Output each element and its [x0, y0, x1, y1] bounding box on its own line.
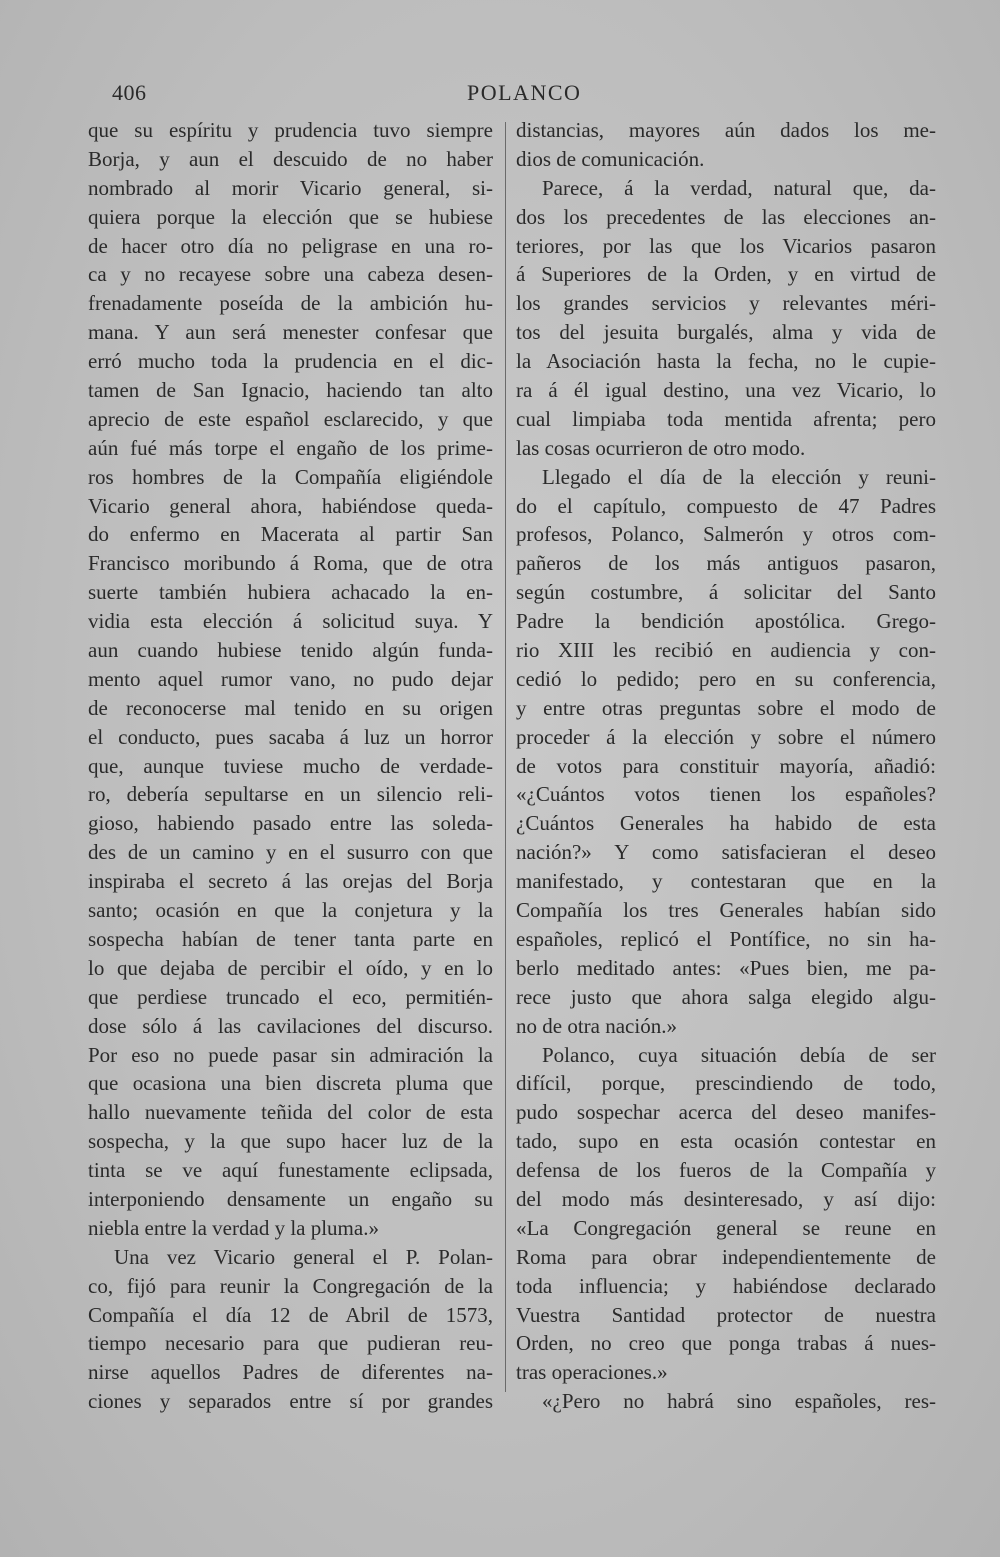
- text-line: hallo nuevamente teñida del color de esta: [88, 1100, 493, 1125]
- text-line: des de un camino y en el susurro con que: [88, 840, 493, 865]
- text-line: inspiraba el secreto á las orejas del Borja: [88, 869, 493, 894]
- text-line: dos los precedentes de las elecciones an-: [516, 204, 936, 229]
- text-line: do enfermo en Macerata al partir San: [88, 522, 493, 547]
- text-line: dose sólo á las cavilaciones del discurso.: [88, 1013, 493, 1038]
- text-line: pañeros de los más antiguos pasaron,: [516, 551, 936, 576]
- text-line: Vuestra Santidad protector de nuestra: [516, 1302, 936, 1327]
- text-line: mana. Y aun será menester confesar que: [88, 320, 493, 345]
- text-line: Compañía los tres Generales habían sido: [516, 898, 936, 923]
- text-line: las cosas ocurrieron de otro modo.: [516, 435, 806, 460]
- running-title: POLANCO: [467, 80, 582, 105]
- text-line: vidia esta elección á solicitud suya. Y: [88, 609, 493, 634]
- text-line: dios de comunicación.: [516, 146, 705, 171]
- text-line: aun cuando hubiese tenido algún funda-: [88, 638, 493, 663]
- text-line: niebla entre la verdad y la pluma.»: [88, 1215, 379, 1240]
- right-text-column: [516, 116, 936, 1416]
- text-line: la Asociación hasta la fecha, no le cupie-: [516, 349, 936, 374]
- text-line: santo; ocasión en que la conjetura y la: [88, 898, 493, 923]
- text-line: del modo más desinteresado, y así dijo:: [516, 1186, 936, 1211]
- text-line: sospecha, y la que supo hacer luz de la: [88, 1129, 493, 1154]
- text-line: «¿Cuántos votos tienen los españoles?: [516, 782, 936, 807]
- text-line: manifestado, y contestaran que en la: [516, 869, 936, 894]
- text-line: y entre otras preguntas sobre el modo de: [516, 695, 936, 720]
- text-line: de hacer otro día no peligrase en una ro-: [88, 233, 493, 258]
- text-line: que su espíritu y prudencia tuvo siempre: [88, 118, 493, 142]
- text-line: interponiendo densamente un engaño su: [88, 1186, 493, 1211]
- text-line: distancias, mayores aún dados los me-: [516, 118, 936, 142]
- text-line: ca y no recayese sobre una cabeza desen-: [88, 262, 493, 287]
- text-line: tras operaciones.»: [516, 1360, 668, 1385]
- text-line: Roma para obrar independientemente de: [516, 1244, 936, 1269]
- text-line: que, aunque tuviese mucho de verdade-: [88, 753, 493, 778]
- text-line: Parece, á la verdad, natural que, da-: [542, 175, 936, 200]
- text-line: á Superiores de la Orden, y en virtud de: [516, 262, 936, 287]
- page-number: 406: [112, 80, 147, 105]
- text-line: difícil, porque, prescindiendo de todo,: [516, 1071, 936, 1096]
- text-line: tado, supo en esta ocasión contestar en: [516, 1129, 936, 1154]
- text-line: co, fijó para reunir la Congregación de la: [88, 1273, 493, 1298]
- text-line: toda influencia; y habiéndose declarado: [516, 1273, 936, 1298]
- text-line: nirse aquellos Padres de diferentes na-: [88, 1360, 493, 1385]
- text-line: tos del jesuita burgalés, alma y vida de: [516, 320, 936, 345]
- text-line: Orden, no creo que ponga trabas á nues-: [516, 1331, 936, 1356]
- text-line: rece justo que ahora salga elegido algu-: [516, 984, 936, 1009]
- text-line: do el capítulo, compuesto de 47 Padres: [516, 493, 936, 518]
- text-line: pudo sospechar acerca del deseo manifes-: [516, 1100, 936, 1125]
- text-line: ro, debería sepultarse en un silencio reli-: [88, 782, 493, 807]
- text-line: nación?» Y como satisfacieran el deseo: [516, 840, 936, 865]
- text-line: frenadamente poseída de la ambición hu-: [88, 291, 493, 316]
- text-line: teriores, por las que los Vicarios pasaron: [516, 233, 936, 258]
- text-line: Llegado el día de la elección y reuni-: [542, 464, 936, 489]
- text-line: tinta se ve aquí funestamente eclipsada,: [88, 1158, 493, 1183]
- text-line: españoles, replicó el Pontífice, no sin ha-: [516, 926, 936, 951]
- text-line: nombrado al morir Vicario general, si-: [88, 175, 493, 200]
- text-line: que perdiese truncado el eco, permitién-: [88, 984, 493, 1009]
- text-line: lo que dejaba de percibir el oído, y en lo: [88, 955, 493, 980]
- left-text-column: [88, 116, 493, 1416]
- text-line: Una vez Vicario general el P. Polan-: [114, 1244, 493, 1269]
- text-line: tiempo necesario para que pudieran reu-: [88, 1331, 493, 1356]
- text-line: rio XIII les recibió en audiencia y con-: [516, 638, 936, 663]
- text-line: suerte también hubiera achacado la en-: [88, 580, 493, 605]
- text-line: berlo meditado antes: «Pues bien, me pa-: [516, 955, 936, 980]
- text-line: los grandes servicios y relevantes méri-: [516, 291, 936, 316]
- text-line: proceder á la elección y sobre el número: [516, 724, 936, 749]
- text-line: aún fué más torpe el engaño de los prime-: [88, 435, 493, 460]
- text-line: Compañía el día 12 de Abril de 1573,: [88, 1302, 493, 1327]
- text-line: Polanco, cuya situación debía de ser: [542, 1042, 936, 1067]
- text-line: sospecha habían de tener tanta parte en: [88, 926, 493, 951]
- text-line: «La Congregación general se reune en: [516, 1215, 936, 1240]
- text-line: de votos para constituir mayoría, añadió:: [516, 753, 936, 778]
- text-line: ra á él igual destino, una vez Vicario, lo: [516, 378, 936, 403]
- text-line: «¿Pero no habrá sino españoles, res-: [542, 1389, 936, 1414]
- text-line: cual limpiaba toda mentida afrenta; pero: [516, 406, 936, 431]
- text-line: gioso, habiendo pasado entre las soleda-: [88, 811, 493, 836]
- text-line: tamen de San Ignacio, haciendo tan alto: [88, 378, 493, 403]
- text-line: profesos, Polanco, Salmerón y otros com-: [516, 522, 936, 547]
- text-line: ciones y separados entre sí por grandes: [88, 1389, 493, 1414]
- text-line: ros hombres de la Compañía eligiéndole: [88, 464, 493, 489]
- text-line: según costumbre, á solicitar del Santo: [516, 580, 936, 605]
- text-line: que ocasiona una bien discreta pluma que: [88, 1071, 493, 1096]
- text-line: quiera porque la elección que se hubiese: [88, 204, 493, 229]
- text-line: de reconocerse mal tenido en su origen: [88, 695, 493, 720]
- text-line: erró mucho toda la prudencia en el dic-: [88, 349, 493, 374]
- text-line: mento aquel rumor vano, no pudo dejar: [88, 666, 493, 691]
- text-line: Francisco moribundo á Roma, que de otra: [88, 551, 493, 576]
- text-line: Borja, y aun el descuido de no haber: [88, 146, 493, 171]
- text-line: cedió lo pedido; pero en su conferencia,: [516, 666, 936, 691]
- text-line: el conducto, pues sacaba á luz un horror: [88, 724, 493, 749]
- text-line: Padre la bendición apostólica. Grego-: [516, 609, 936, 634]
- text-line: no de otra nación.»: [516, 1013, 677, 1038]
- text-line: Por eso no puede pasar sin admiración la: [88, 1042, 493, 1067]
- text-line: ¿Cuántos Generales ha habido de esta: [516, 811, 936, 836]
- text-line: aprecio de este español esclarecido, y que: [88, 406, 493, 431]
- text-line: defensa de los fueros de la Compañía y: [516, 1158, 936, 1183]
- column-divider: [505, 122, 506, 1392]
- text-line: Vicario general ahora, habiéndose queda-: [88, 493, 493, 518]
